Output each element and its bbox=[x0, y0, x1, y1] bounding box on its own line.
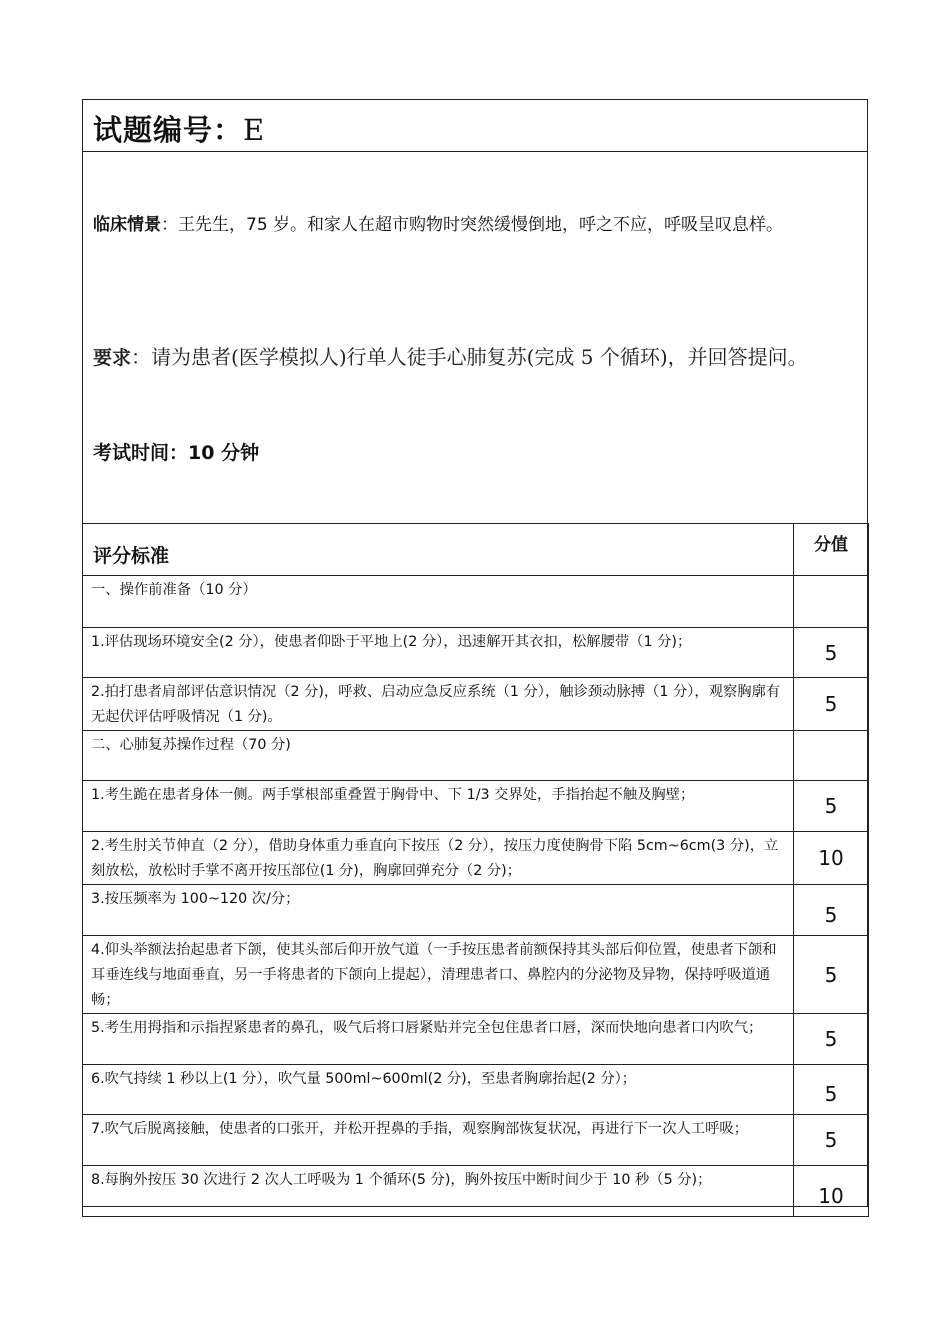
criteria-cell: 二、心肺复苏操作过程（70 分) bbox=[83, 731, 794, 781]
scenario-label: 临床情景 bbox=[93, 215, 161, 235]
table-row bbox=[83, 832, 869, 885]
criteria-cell: 4.仰头举额法抬起患者下颌，使其头部后仰开放气道（一手按压患者前额保持其头部后仰位置，使患者下颌和耳垂连线与地面垂直，另一手将患者的下颌向上提起），清理患者口、鼻腔内的分泌物及异物，保持呼吸道通畅； bbox=[83, 936, 794, 1014]
table-row bbox=[83, 731, 869, 781]
table-row bbox=[83, 936, 869, 1014]
requirement-text: 请为患者(医学模拟人)行单人徒手心肺复苏(完成 5 个循环)，并回答提问。 bbox=[151, 345, 808, 369]
criteria-cell: 2.拍打患者肩部评估意识情况（2 分)，呼救、启动应急反应系统（1 分），触诊颈动脉搏（1 分），观察胸廓有无起伏评估呼吸情况（1 分)。 bbox=[83, 678, 794, 731]
header-score: 分值 bbox=[794, 524, 869, 576]
title-row bbox=[83, 100, 867, 152]
table-row bbox=[83, 1166, 869, 1217]
criteria-cell: 一、操作前准备（10 分） bbox=[83, 576, 794, 628]
score-cell bbox=[794, 731, 869, 781]
criteria-cell: 1.考生跪在患者身体一侧。两手掌根部重叠置于胸骨中、下 1/3 交界处，手指抬起不触及胸壁； bbox=[83, 781, 794, 832]
score-cell: 5 bbox=[794, 1065, 869, 1115]
score-cell: 5 bbox=[794, 1115, 869, 1166]
exam-sheet bbox=[82, 99, 868, 1207]
table-row bbox=[83, 576, 869, 628]
table-row bbox=[83, 1115, 869, 1166]
table-row bbox=[83, 1065, 869, 1115]
score-cell bbox=[794, 576, 869, 628]
score-cell: 5 bbox=[794, 885, 869, 936]
exam-time-label: 考试时间： bbox=[93, 442, 189, 464]
criteria-cell: 6.吹气持续 1 秒以上(1 分），吹气量 500ml~600ml(2 分)，至患者胸廓抬起(2 分）； bbox=[83, 1065, 794, 1115]
criteria-cell: 2.考生肘关节伸直（2 分），借助身体重力垂直向下按压（2 分），按压力度使胸骨下陷 5cm~6cm(3 分)，立刻放松，放松时手掌不离开按压部位(1 分)，胸廓回弹充分（2 分)； bbox=[83, 832, 794, 885]
score-cell: 5 bbox=[794, 1014, 869, 1065]
table-row bbox=[83, 885, 869, 936]
page-title bbox=[93, 108, 265, 149]
requirement-label: 要求 bbox=[93, 347, 132, 369]
table-row bbox=[83, 628, 869, 678]
table-row bbox=[83, 781, 869, 832]
title-label: 试题编号： bbox=[93, 113, 244, 147]
score-cell: 5 bbox=[794, 936, 869, 1014]
clinical-scenario bbox=[93, 208, 859, 243]
requirement bbox=[93, 332, 859, 383]
criteria-cell: 5.考生用拇指和示指捏紧患者的鼻孔，吸气后将口唇紧贴并完全包住患者口唇，深而快地向患者口内吹气； bbox=[83, 1014, 794, 1065]
requirement-colon: ： bbox=[131, 345, 152, 369]
table-row bbox=[83, 678, 869, 731]
score-cell: 5 bbox=[794, 678, 869, 731]
exam-time bbox=[93, 438, 259, 465]
header-criteria: 评分标准 bbox=[83, 524, 794, 576]
scoring-header-row bbox=[83, 524, 869, 576]
exam-time-value: 10 分钟 bbox=[188, 442, 260, 464]
score-cell: 10 bbox=[794, 1166, 869, 1217]
title-code: E bbox=[243, 113, 266, 147]
scenario-text: 王先生，75 岁。和家人在超市购物时突然缓慢倒地，呼之不应，呼吸呈叹息样。 bbox=[178, 215, 784, 235]
criteria-cell: 8.每胸外按压 30 次进行 2 次人工呼吸为 1 个循环(5 分)，胸外按压中断时间少于 10 秒（5 分)； bbox=[83, 1166, 794, 1217]
score-cell: 10 bbox=[794, 832, 869, 885]
criteria-cell: 1.评估现场环境安全(2 分），使患者仰卧于平地上(2 分），迅速解开其衣扣，松解腰带（1 分)； bbox=[83, 628, 794, 678]
score-cell: 5 bbox=[794, 628, 869, 678]
table-row bbox=[83, 1014, 869, 1065]
scenario-colon: ： bbox=[161, 215, 178, 235]
scoring-table bbox=[82, 523, 869, 1217]
criteria-cell: 7.吹气后脱离接触，使患者的口张开，并松开捏鼻的手指，观察胸部恢复状况，再进行下一次人工呼吸； bbox=[83, 1115, 794, 1166]
criteria-cell: 3.按压频率为 100~120 次/分； bbox=[83, 885, 794, 936]
score-cell: 5 bbox=[794, 781, 869, 832]
